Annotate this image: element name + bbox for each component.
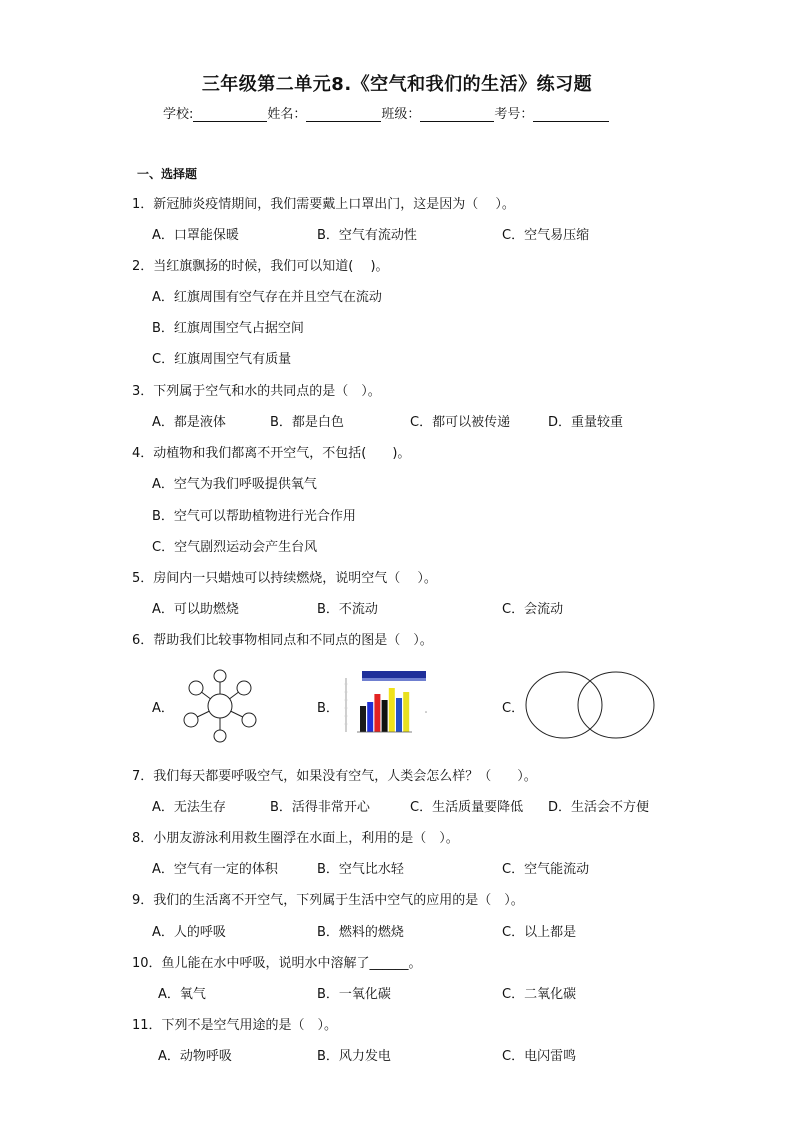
question-5-option-b[interactable]: B．不流动 <box>317 602 378 617</box>
question-5-option-c[interactable]: C．会流动 <box>502 602 564 617</box>
question-9-stem: 9．我们的生活离不开空气，下列属于生活中空气的应用的是（ ）。 <box>132 893 524 908</box>
question-6-option-a[interactable]: A． <box>152 701 174 716</box>
question-1-option-c[interactable]: C．空气易压缩 <box>502 228 590 243</box>
question-3-option-c[interactable]: C．都可以被传递 <box>410 415 511 430</box>
bar-chart-header-shade <box>362 678 426 681</box>
bar-chart-header-band <box>362 671 426 678</box>
school-blank[interactable] <box>193 107 267 122</box>
bar-chart-dot <box>425 711 427 713</box>
bar-chart-bar <box>374 694 380 732</box>
question-4-option-a[interactable]: A．空气为我们呼吸提供氧气 <box>152 477 317 492</box>
question-10-stem: 10．鱼儿能在水中呼吸，说明水中溶解了______。 <box>132 956 422 971</box>
question-7-option-a[interactable]: A．无法生存 <box>152 800 226 815</box>
class-label: 班级： <box>381 107 421 122</box>
question-4-stem: 4．动植物和我们都离不开空气，不包括( )。 <box>132 446 411 461</box>
question-7-option-d[interactable]: D．生活会不方便 <box>548 800 650 815</box>
question-10-option-b[interactable]: B．一氧化碳 <box>317 987 391 1002</box>
question-4-option-b[interactable]: B．空气可以帮助植物进行光合作用 <box>152 509 356 524</box>
question-11-option-a[interactable]: A．动物呼吸 <box>158 1049 232 1064</box>
bubble-map-figure[interactable] <box>180 668 260 744</box>
class-blank[interactable] <box>420 107 494 122</box>
question-8-stem: 8．小朋友游泳利用救生圈浮在水面上，利用的是（ ）。 <box>132 831 459 846</box>
question-5-stem: 5．房间内一只蜡烛可以持续燃烧，说明空气（ ）。 <box>132 571 437 586</box>
question-2-stem: 2．当红旗飘扬的时候，我们可以知道( )。 <box>132 259 389 274</box>
question-6-option-b[interactable]: B． <box>317 701 339 716</box>
question-7-option-c[interactable]: C．生活质量要降低 <box>410 800 524 815</box>
question-9-option-c[interactable]: C．以上都是 <box>502 925 577 940</box>
section-title: 一、选择题 <box>137 167 198 181</box>
bar-chart-bar <box>382 700 388 732</box>
question-10-option-a[interactable]: A．氧气 <box>158 987 206 1002</box>
question-6-option-c[interactable]: C． <box>502 701 525 716</box>
question-4-option-c[interactable]: C．空气剧烈运动会产生台风 <box>152 540 318 555</box>
question-1-option-b[interactable]: B．空气有流动性 <box>317 228 417 243</box>
venn-right-circle <box>578 672 654 738</box>
question-10-option-c[interactable]: C．二氧化碳 <box>502 987 577 1002</box>
bar-chart-bar <box>396 698 402 732</box>
question-3-option-b[interactable]: B．都是白色 <box>270 415 344 430</box>
bar-chart-figure[interactable] <box>340 668 432 740</box>
question-11-option-b[interactable]: B．风力发电 <box>317 1049 391 1064</box>
number-blank[interactable] <box>533 107 609 122</box>
question-7-stem: 7．我们每天都要呼吸空气，如果没有空气，人类会怎么样？（ ）。 <box>132 769 537 784</box>
question-2-option-c[interactable]: C．红旗周围空气有质量 <box>152 352 292 367</box>
question-6-stem: 6．帮助我们比较事物相同点和不同点的图是（ ）。 <box>132 633 433 648</box>
school-label: 学校: <box>163 107 194 122</box>
question-8-option-a[interactable]: A．空气有一定的体积 <box>152 862 278 877</box>
question-1-option-a[interactable]: A．口罩能保暖 <box>152 228 239 243</box>
question-9-option-b[interactable]: B．燃料的燃烧 <box>317 925 404 940</box>
bar-chart-bar <box>360 706 366 732</box>
question-3-option-d[interactable]: D．重量较重 <box>548 415 624 430</box>
question-8-option-c[interactable]: C．空气能流动 <box>502 862 590 877</box>
question-1-stem: 1．新冠肺炎疫情期间，我们需要戴上口罩出门，这是因为（ ）。 <box>132 197 515 212</box>
venn-left-circle <box>526 672 602 738</box>
page-title: 三年级第二单元8.《空气和我们的生活》练习题 <box>201 74 593 95</box>
question-7-option-b[interactable]: B．活得非常开心 <box>270 800 370 815</box>
question-2-option-a[interactable]: A．红旗周围有空气存在并且空气在流动 <box>152 290 382 305</box>
bar-chart-bar <box>367 702 373 732</box>
venn-diagram-figure[interactable] <box>522 668 658 742</box>
bar-chart-bar <box>403 692 409 732</box>
question-3-stem: 3．下列属于空气和水的共同点的是（ ）。 <box>132 384 381 399</box>
question-9-option-a[interactable]: A．人的呼吸 <box>152 925 226 940</box>
bar-chart-bar <box>389 688 395 732</box>
question-11-option-c[interactable]: C．电闪雷鸣 <box>502 1049 577 1064</box>
number-label: 考号： <box>494 107 534 122</box>
question-5-option-a[interactable]: A．可以助燃烧 <box>152 602 239 617</box>
question-11-stem: 11．下列不是空气用途的是（ ）。 <box>132 1018 338 1033</box>
name-blank[interactable] <box>306 107 381 122</box>
question-8-option-b[interactable]: B．空气比水轻 <box>317 862 404 877</box>
question-2-option-b[interactable]: B．红旗周围空气占据空间 <box>152 321 304 336</box>
student-info-line <box>163 103 609 122</box>
name-label: 姓名： <box>267 107 307 122</box>
question-3-option-a[interactable]: A．都是液体 <box>152 415 226 430</box>
